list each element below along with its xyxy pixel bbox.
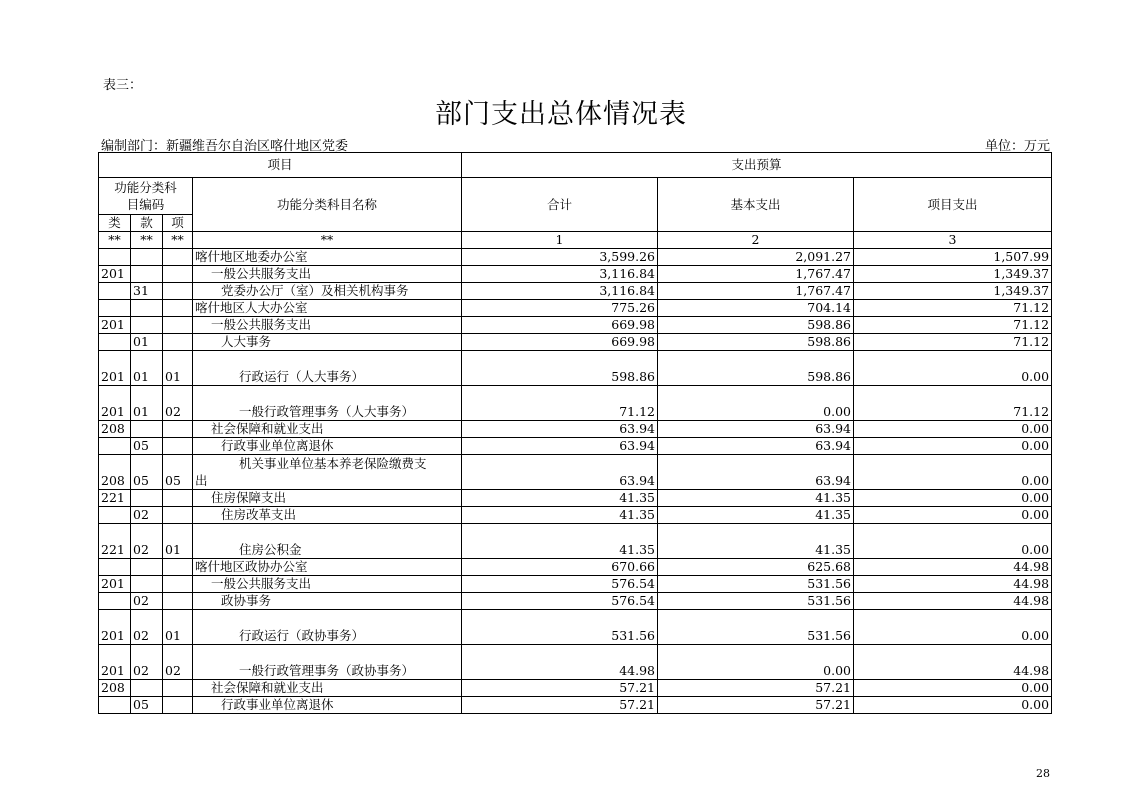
project-cell: 71.12: [854, 386, 1052, 421]
basic-cell: 1,767.47: [658, 266, 854, 283]
total-cell: 598.86: [462, 351, 658, 386]
total-cell: 63.94: [462, 421, 658, 438]
name-cell: 一般行政管理事务（政协事务）: [193, 645, 462, 680]
basic-cell: 41.35: [658, 507, 854, 524]
table-row: [99, 593, 1052, 610]
lei-cell: [99, 593, 131, 610]
name-cell: 行政事业单位离退休: [193, 438, 462, 455]
index-cell: 2: [658, 232, 854, 249]
project-cell: 0.00: [854, 438, 1052, 455]
basic-cell: 63.94: [658, 421, 854, 438]
name-line-2: 出: [195, 473, 208, 488]
lei-cell: 221: [99, 490, 131, 507]
total-cell: 669.98: [462, 334, 658, 351]
project-cell: 1,349.37: [854, 283, 1052, 300]
table-row: [99, 680, 1052, 697]
lei-cell: [99, 334, 131, 351]
project-cell: 0.00: [854, 507, 1052, 524]
basic-cell: 57.21: [658, 697, 854, 714]
name-cell: 人大事务: [193, 334, 462, 351]
total-cell: 669.98: [462, 317, 658, 334]
table-row: [99, 559, 1052, 576]
kuan-header: 款: [131, 215, 163, 232]
kuan-cell: [131, 680, 163, 697]
xiang-header: 项: [163, 215, 193, 232]
lei-cell: 201: [99, 645, 131, 680]
expenditure-table: [98, 152, 1052, 714]
xiang-cell: 01: [163, 610, 193, 645]
project-cell: 0.00: [854, 421, 1052, 438]
total-cell: 3,116.84: [462, 266, 658, 283]
lei-cell: 201: [99, 610, 131, 645]
basic-cell: 531.56: [658, 593, 854, 610]
lei-cell: 201: [99, 266, 131, 283]
kuan-cell: [131, 317, 163, 334]
total-cell: 576.54: [462, 576, 658, 593]
name-line-1: 机关事业单位基本养老保险缴费支: [239, 456, 427, 471]
basic-cell: 63.94: [658, 455, 854, 490]
xiang-cell: [163, 593, 193, 610]
page-number: 28: [1036, 767, 1050, 780]
project-cell: 44.98: [854, 593, 1052, 610]
project-cell: 0.00: [854, 697, 1052, 714]
kuan-cell: [131, 249, 163, 266]
kuan-cell: [131, 266, 163, 283]
project-cell: 0.00: [854, 455, 1052, 490]
lei-cell: [99, 559, 131, 576]
xiang-cell: 01: [163, 524, 193, 559]
table-row: [99, 386, 1052, 421]
xiang-cell: [163, 283, 193, 300]
kuan-cell: 02: [131, 610, 163, 645]
total-cell: 57.21: [462, 697, 658, 714]
func-name-header: 功能分类科目名称: [193, 178, 462, 232]
table-row: [99, 610, 1052, 645]
xiang-cell: [163, 576, 193, 593]
table-row: [99, 421, 1052, 438]
index-cell: 3: [854, 232, 1052, 249]
name-cell: 住房改革支出: [193, 507, 462, 524]
project-cell: 0.00: [854, 490, 1052, 507]
index-cell: **: [163, 232, 193, 249]
total-cell: 775.26: [462, 300, 658, 317]
table-row: [99, 524, 1052, 559]
kuan-cell: [131, 300, 163, 317]
name-cell: 政协事务: [193, 593, 462, 610]
xiang-cell: 05: [163, 455, 193, 490]
name-cell: 喀什地区地委办公室: [193, 249, 462, 266]
kuan-cell: [131, 490, 163, 507]
total-header: 合计: [462, 178, 658, 232]
compiling-department: 编制部门：新疆维吾尔自治区喀什地区党委: [101, 139, 349, 154]
project-cell: 1,507.99: [854, 249, 1052, 266]
xiang-cell: 02: [163, 645, 193, 680]
project-cell: 44.98: [854, 645, 1052, 680]
xiang-cell: [163, 266, 193, 283]
total-cell: 71.12: [462, 386, 658, 421]
basic-cell: 63.94: [658, 438, 854, 455]
total-cell: 63.94: [462, 438, 658, 455]
lei-cell: [99, 697, 131, 714]
project-cell: 0.00: [854, 610, 1052, 645]
xiang-cell: [163, 317, 193, 334]
xiang-cell: 02: [163, 386, 193, 421]
table-row: [99, 334, 1052, 351]
table-row: [99, 697, 1052, 714]
name-cell: 一般公共服务支出: [193, 266, 462, 283]
table-row: [99, 455, 1052, 490]
basic-cell: 704.14: [658, 300, 854, 317]
table-row: [99, 576, 1052, 593]
name-cell: 一般行政管理事务（人大事务）: [193, 386, 462, 421]
xiang-cell: [163, 300, 193, 317]
project-cell: 0.00: [854, 524, 1052, 559]
xiang-cell: [163, 559, 193, 576]
total-cell: 41.35: [462, 490, 658, 507]
name-cell: 行政运行（政协事务）: [193, 610, 462, 645]
kuan-cell: [131, 559, 163, 576]
xiang-cell: [163, 421, 193, 438]
table-row: [99, 438, 1052, 455]
name-cell: 喀什地区政协办公室: [193, 559, 462, 576]
basic-header: 基本支出: [658, 178, 854, 232]
basic-cell: 598.86: [658, 317, 854, 334]
header-row-2: [99, 178, 1052, 215]
lei-cell: [99, 283, 131, 300]
total-cell: 63.94: [462, 455, 658, 490]
lei-cell: 201: [99, 576, 131, 593]
project-cell: 0.00: [854, 680, 1052, 697]
project-header: 项目支出: [854, 178, 1052, 232]
kuan-cell: 05: [131, 455, 163, 490]
basic-cell: 41.35: [658, 490, 854, 507]
xiang-cell: 01: [163, 351, 193, 386]
lei-header: 类: [99, 215, 131, 232]
kuan-cell: [131, 421, 163, 438]
name-cell: 党委办公厅（室）及相关机构事务: [193, 283, 462, 300]
kuan-cell: 01: [131, 386, 163, 421]
xiang-cell: [163, 507, 193, 524]
header-row-1: [99, 153, 1052, 178]
basic-cell: 531.56: [658, 576, 854, 593]
table-row: [99, 300, 1052, 317]
project-cell: 71.12: [854, 317, 1052, 334]
kuan-cell: 02: [131, 507, 163, 524]
kuan-cell: 05: [131, 438, 163, 455]
index-cell: **: [99, 232, 131, 249]
kuan-cell: 01: [131, 351, 163, 386]
name-cell: 喀什地区人大办公室: [193, 300, 462, 317]
basic-cell: 531.56: [658, 610, 854, 645]
table-row: [99, 249, 1052, 266]
table-row: [99, 351, 1052, 386]
xiang-cell: [163, 490, 193, 507]
basic-cell: 57.21: [658, 680, 854, 697]
lei-cell: 208: [99, 455, 131, 490]
xiang-cell: [163, 334, 193, 351]
lei-cell: [99, 300, 131, 317]
total-cell: 41.35: [462, 507, 658, 524]
lei-cell: 208: [99, 421, 131, 438]
xiang-cell: [163, 438, 193, 455]
func-code-header: [99, 178, 193, 215]
item-header: 项目: [99, 153, 462, 178]
project-cell: 44.98: [854, 576, 1052, 593]
table-number-label: 表三：: [103, 78, 143, 93]
func-code-header-line1: 功能分类科: [114, 180, 177, 195]
lei-cell: 208: [99, 680, 131, 697]
basic-cell: 598.86: [658, 334, 854, 351]
total-cell: 531.56: [462, 610, 658, 645]
page-title: 部门支出总体情况表: [435, 99, 687, 130]
index-cell: **: [193, 232, 462, 249]
name-cell: 住房公积金: [193, 524, 462, 559]
kuan-cell: 02: [131, 593, 163, 610]
name-cell: 行政运行（人大事务）: [193, 351, 462, 386]
index-row: [99, 232, 1052, 249]
kuan-cell: 01: [131, 334, 163, 351]
basic-cell: 625.68: [658, 559, 854, 576]
unit-label: 单位：万元: [984, 139, 1050, 154]
table-row: [99, 283, 1052, 300]
lei-cell: 201: [99, 386, 131, 421]
name-cell: 一般公共服务支出: [193, 317, 462, 334]
basic-cell: 2,091.27: [658, 249, 854, 266]
total-cell: 670.66: [462, 559, 658, 576]
basic-cell: 598.86: [658, 351, 854, 386]
total-cell: 57.21: [462, 680, 658, 697]
func-code-header-line2: 目编码: [126, 197, 165, 212]
total-cell: 3,599.26: [462, 249, 658, 266]
lei-cell: [99, 438, 131, 455]
table-row: [99, 507, 1052, 524]
index-cell: 1: [462, 232, 658, 249]
total-cell: 44.98: [462, 645, 658, 680]
basic-cell: 41.35: [658, 524, 854, 559]
name-cell: 一般公共服务支出: [193, 576, 462, 593]
table-row: [99, 266, 1052, 283]
project-cell: 44.98: [854, 559, 1052, 576]
kuan-cell: 02: [131, 645, 163, 680]
project-cell: 71.12: [854, 300, 1052, 317]
xiang-cell: [163, 249, 193, 266]
total-cell: 3,116.84: [462, 283, 658, 300]
basic-cell: 0.00: [658, 386, 854, 421]
lei-cell: [99, 249, 131, 266]
lei-cell: 221: [99, 524, 131, 559]
lei-cell: [99, 507, 131, 524]
budget-header: 支出预算: [462, 153, 1052, 178]
total-cell: 41.35: [462, 524, 658, 559]
project-cell: 1,349.37: [854, 266, 1052, 283]
total-cell: 576.54: [462, 593, 658, 610]
lei-cell: 201: [99, 317, 131, 334]
kuan-cell: 05: [131, 697, 163, 714]
project-cell: 0.00: [854, 351, 1052, 386]
basic-cell: 0.00: [658, 645, 854, 680]
name-cell: 社会保障和就业支出: [193, 680, 462, 697]
project-cell: 71.12: [854, 334, 1052, 351]
name-cell: 社会保障和就业支出: [193, 421, 462, 438]
xiang-cell: [163, 680, 193, 697]
table-row: [99, 317, 1052, 334]
xiang-cell: [163, 697, 193, 714]
name-cell: [193, 455, 462, 490]
table-row: [99, 645, 1052, 680]
index-cell: **: [131, 232, 163, 249]
name-cell: 行政事业单位离退休: [193, 697, 462, 714]
basic-cell: 1,767.47: [658, 283, 854, 300]
kuan-cell: [131, 576, 163, 593]
lei-cell: 201: [99, 351, 131, 386]
name-cell: 住房保障支出: [193, 490, 462, 507]
kuan-cell: 31: [131, 283, 163, 300]
table-row: [99, 490, 1052, 507]
kuan-cell: 02: [131, 524, 163, 559]
